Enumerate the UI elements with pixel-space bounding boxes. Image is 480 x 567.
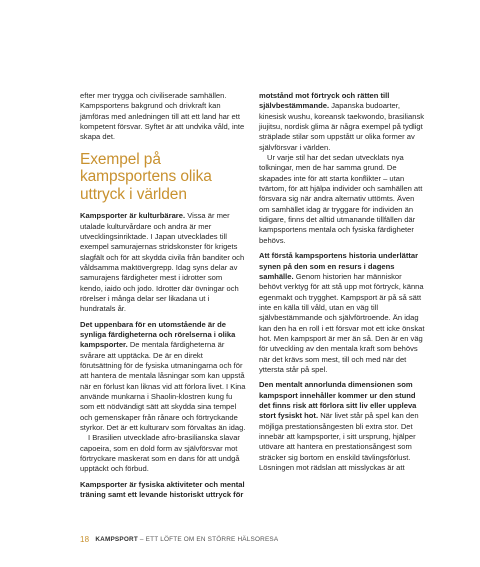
paragraph-lead: Den mentalt annorlunda dimensionen som kampsport innehåller kommer ur den stund det finns risk att förlora sitt liv eller uppleva stort fysiskt hot. — [259, 380, 417, 421]
section-heading: Exempel på kampsportens olika uttryck i världen — [80, 150, 212, 203]
right-column — [259, 91, 425, 473]
paragraph — [259, 91, 425, 153]
page-footer — [80, 535, 278, 544]
paragraph-text: Genom historien har människor behövt verktyg för att stå upp mot förtryck, känna egenmakt och trygghet. Kampsport är på så sätt inte en källa till våld, utan en väg till självbestämmande och självförtroende. Än idag kan den ha en roll i ett försvar mot ett icke önskat hot. Men kampsport är mer än så. Den är en väg för utveckling av den mentala kraft som behövs när det krävs som mest, till och med när det yttersta står på spel. — [259, 271, 425, 374]
paragraph-text: De mentala färdigheterna är svårare att upptäcka. De är en direkt förutsättning för de fysiska utmaningarna och för att hantera de mentala låsningar som kan uppstå när en förlust kan liknas vid att förlora livet. I Kina använde munkarna i Shaolin-klostren kung fu som ett nödvändigt sätt att skydda sina tempel och gemenskaper från rånare och förtryckande styrkor. Det är ett kulturarv som förvaltas än idag. — [80, 340, 246, 433]
footer-tagline: – ETT LÖFTE OM EN STÖRRE HÄLSORESA — [137, 536, 279, 543]
page-number: 18 — [80, 535, 90, 544]
left-column — [80, 91, 246, 501]
paragraph — [259, 380, 425, 473]
paragraph-text: Vissa är mer utalade kulturvårdare och andra är mer utvecklingsinriktade. I Japan utvecklades till exempel samurajernas stridskonster för krigets slagfält och för att skydda civila från banditer och våldsamma maktövergrepp. Idag syns delar av samurajens färdigheter mest i idrotter som kendo, iaido och jodo. Idrotter där övningar och rörelser i många delar ser likadana ut i hundratals år. — [80, 211, 245, 314]
paragraph-text: Japanska budoarter, kinesisk wushu, koreansk taekwondo, brasiliansk jiujitsu, nordisk glima är några exempel på tydligt sträplade stilar som uppstått ur olika former av självförsvar i världen. — [259, 101, 425, 152]
paragraph-lead: Det uppenbara för en utomstående är de synliga färdigheterna och rörelserna i olika kampsporter. — [80, 319, 236, 350]
footer-title — [95, 536, 278, 543]
paragraph — [80, 480, 246, 501]
footer-brand: KAMPSPORT — [95, 536, 138, 543]
paragraph: Ur varje stil har det sedan utvecklats nya tolkningar, men de har samma grund. De skapades inte för att starta konflikter – utan tvärtom, för att hjälpa individer och samhällen att försvara sig när andra alternativ uttömts. Även om samhället idag är tryggare för individen än tidigare, finns det alltid utmanande tillfällen där kampsportens mentala och fysiska färdigheter behövs. — [259, 153, 423, 245]
paragraph-lead: Att förstå kampsportens historia underlättar synen på den som en resurs i dagens samhälle. — [259, 251, 419, 281]
paragraph: efter mer trygga och civiliserade samhällen. Kampsportens bakgrund och drivkraft kan jämföras med anledningen till att ett land har ett kompetent försvar. Syftet är att undvika våld, inte skapa det. — [80, 91, 245, 142]
paragraph — [259, 251, 425, 375]
paragraph-text: När livet står på spel kan den möjliga prestationsångesten bli extra stor. Det innebär att kampsporter, i sitt ursprung, hjälper utövare att hantera en prestationsångest som sträcker sig bortom en enskild tävlingsförlust. Lösningen mot rädslan att misslyckas är att — [259, 411, 419, 473]
paragraph: I Brasilien utvecklade afro-brasilianska slavar capoeira, som en dold form av självförsvar mot förtryckare maskerat som en dans för att undgå upptäckt och förbud. — [80, 433, 240, 474]
paragraph-lead: Kampsporter är kulturbärare. — [80, 211, 186, 221]
paragraph-lead: motstånd mot förtryck och rätten till självbestämmande. — [259, 91, 390, 111]
paragraph — [80, 320, 246, 434]
paragraph — [80, 211, 246, 314]
paragraph-lead: Kampsporter är fysiska aktiviteter och mental träning samt ett levande historiskt uttryck för — [80, 479, 245, 500]
